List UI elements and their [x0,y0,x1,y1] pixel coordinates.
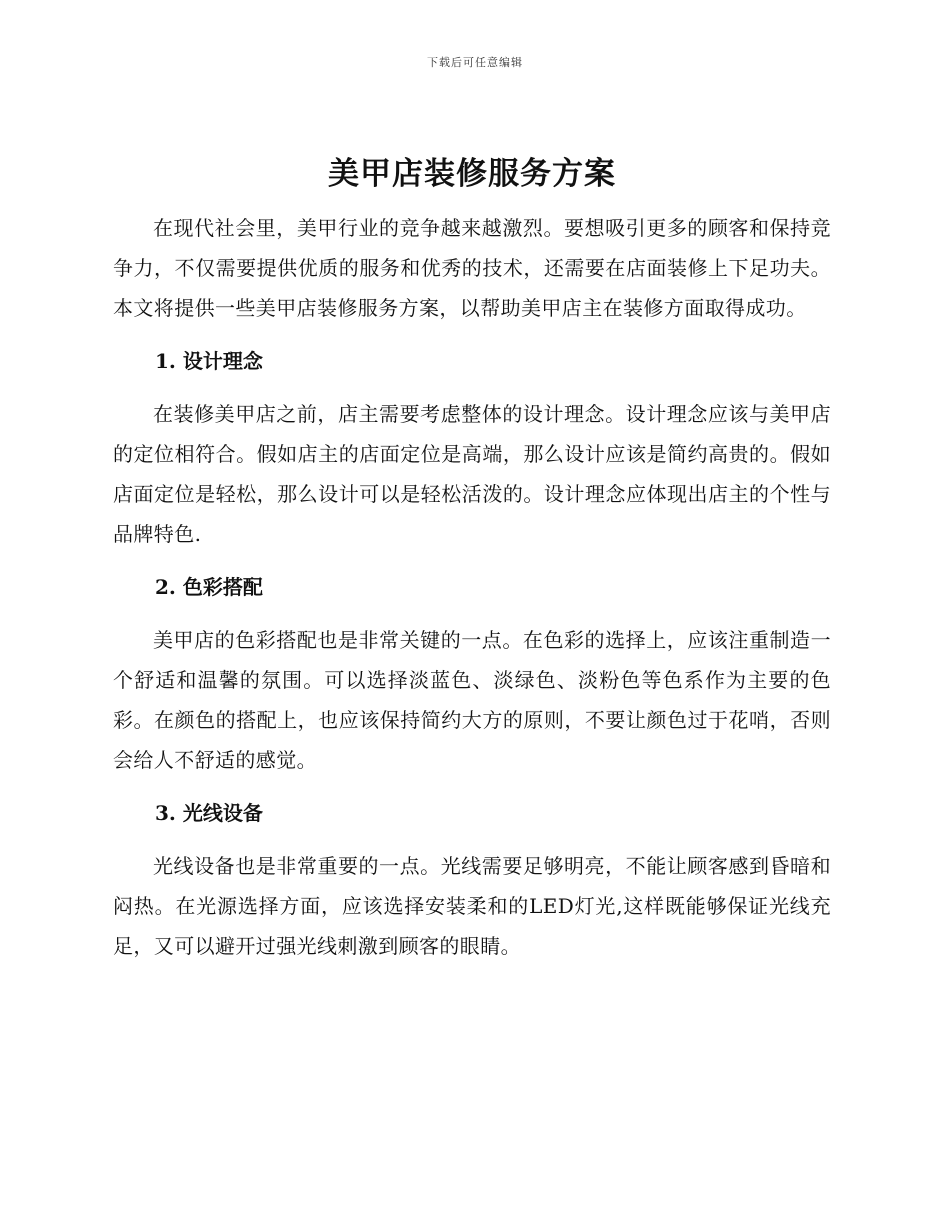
section-body-design: 在装修美甲店之前，店主需要考虑整体的设计理念。设计理念应该与美甲店的定位相符合。假如店主的店面定位是高端，那么设计应该是简约高贵的。假如店面定位是轻松，那么设计可以是轻松活泼的。设计理念应体现出店主的个性与品牌特色. [113,402,831,546]
section-heading-design: 1. 设计理念 [155,349,263,373]
document-content [113,148,831,966]
section-heading-color: 2. 色彩搭配 [155,575,263,599]
intro-paragraph: 在现代社会里，美甲行业的竞争越来越激烈。要想吸引更多的顾客和保持竞争力，不仅需要提供优质的服务和优秀的技术，还需要在店面装修上下足功夫。本文将提供一些美甲店装修服务方案，以帮助美甲店主在装修方面取得成功。 [113,216,831,320]
section-body-lighting: 光线设备也是非常重要的一点。光线需要足够明亮，不能让顾客感到昏暗和闷热。在光源选择方面，应该选择安装柔和的LED灯光,这样既能够保证光线充足，又可以避开过强光线刺激到顾客的眼睛。 [113,854,831,958]
header-note: 下载后可任意编辑 [427,56,523,69]
section-heading-lighting: 3. 光线设备 [155,801,263,825]
document-title: 美甲店装修服务方案 [328,156,616,192]
section-body-color: 美甲店的色彩搭配也是非常关键的一点。在色彩的选择上，应该注重制造一个舒适和温馨的氛围。可以选择淡蓝色、淡绿色、淡粉色等色系作为主要的色彩。在颜色的搭配上，也应该保持简约大方的原则，不要让颜色过于花哨，否则会给人不舒适的感觉。 [113,628,831,772]
